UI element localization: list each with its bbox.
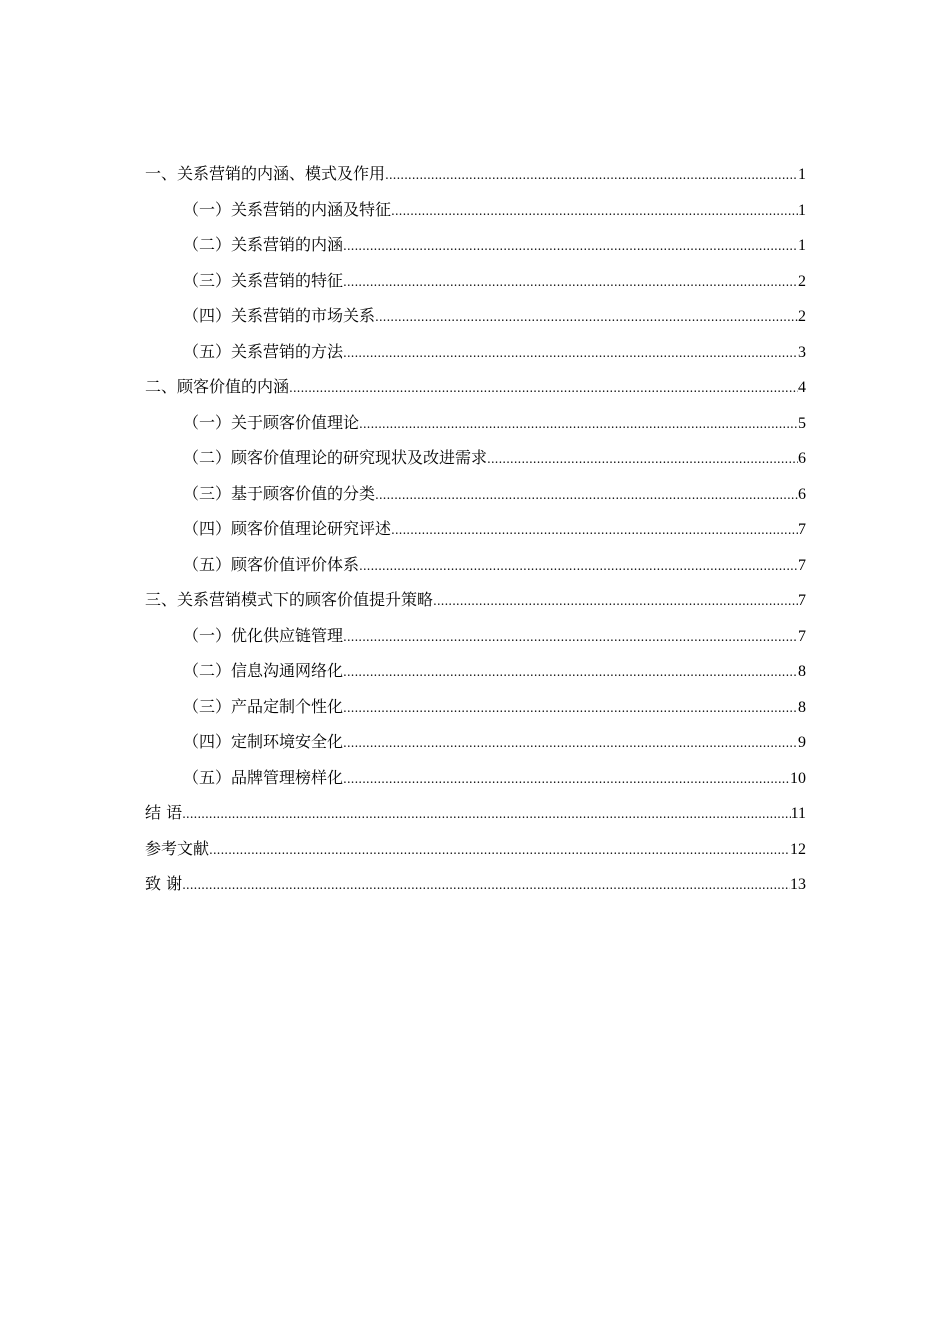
toc-page-number: 12	[790, 840, 806, 858]
toc-entry[interactable]	[145, 192, 806, 228]
toc-entry[interactable]	[145, 795, 806, 831]
toc-entry[interactable]	[145, 476, 806, 512]
toc-entry[interactable]	[145, 511, 806, 547]
toc-dot-leader	[375, 300, 798, 336]
toc-dot-leader	[343, 229, 798, 265]
toc-dot-leader	[343, 336, 798, 372]
toc-entry[interactable]	[145, 227, 806, 263]
toc-page-number: 8	[798, 663, 806, 680]
toc-entry-title: （二）关系营销的内涵	[183, 235, 344, 254]
toc-entry-title: （五）关系营销的方法	[183, 341, 344, 361]
toc-page-number: 1	[798, 201, 806, 219]
toc-entry-title: 三、关系营销模式下的顾客价值提升策略	[145, 590, 434, 609]
toc-entry[interactable]	[145, 653, 806, 689]
toc-page-number: 6	[798, 485, 806, 503]
toc-entry[interactable]	[145, 831, 806, 867]
toc-page-number: 9	[798, 734, 806, 751]
toc-page-number: 7	[798, 556, 806, 574]
table-of-contents	[145, 156, 806, 902]
toc-entry-title: （五）顾客价值评价体系	[183, 554, 360, 574]
toc-dot-leader	[343, 691, 798, 727]
toc-dot-leader	[487, 442, 798, 478]
toc-page-number: 7	[798, 521, 806, 538]
toc-entry-title: （一）关于顾客价值理论	[183, 412, 360, 432]
toc-entry[interactable]	[145, 689, 806, 725]
toc-dot-leader	[343, 620, 798, 656]
toc-page-number: 11	[790, 805, 806, 822]
toc-dot-leader	[433, 584, 798, 620]
toc-entry[interactable]	[145, 298, 806, 334]
toc-dot-leader	[391, 194, 798, 230]
toc-entry-title: 结 语	[145, 803, 183, 822]
toc-entry-title: 致 谢	[145, 874, 183, 893]
toc-dot-leader	[343, 726, 798, 762]
toc-entry-title: （一）关系营销的内涵及特征	[183, 199, 392, 219]
toc-dot-leader	[289, 371, 798, 407]
toc-entry-title: 参考文献	[145, 838, 210, 858]
toc-entry[interactable]	[145, 369, 806, 405]
toc-entry[interactable]	[145, 582, 806, 618]
toc-entry[interactable]	[145, 156, 806, 192]
toc-entry[interactable]	[145, 760, 806, 796]
toc-entry[interactable]	[145, 618, 806, 654]
toc-page-number: 6	[798, 450, 806, 467]
toc-entry-title: （二）顾客价值理论的研究现状及改进需求	[183, 448, 488, 467]
toc-entry-title: 一、关系营销的内涵、模式及作用	[145, 164, 386, 183]
toc-entry-title: （二）信息沟通网络化	[183, 661, 344, 680]
toc-page-number: 8	[798, 698, 806, 716]
toc-page-number: 1	[798, 237, 806, 254]
toc-entry-title: 二、顾客价值的内涵	[145, 377, 290, 396]
toc-page-number: 10	[790, 769, 806, 787]
toc-dot-leader	[343, 655, 798, 691]
toc-entry[interactable]	[145, 405, 806, 441]
toc-dot-leader	[359, 407, 798, 443]
toc-entry-title: （三）产品定制个性化	[183, 696, 344, 716]
toc-dot-leader	[209, 833, 790, 869]
toc-entry-title: （一）优化供应链管理	[183, 625, 344, 645]
toc-page-number: 2	[798, 272, 806, 290]
toc-page-number: 3	[798, 343, 806, 361]
toc-entry-title: （四）顾客价值理论研究评述	[183, 519, 392, 538]
toc-page-number: 13	[790, 876, 806, 893]
toc-entry[interactable]	[145, 440, 806, 476]
toc-page-number: 7	[798, 592, 806, 609]
toc-entry-title: （五）品牌管理榜样化	[183, 767, 344, 787]
toc-entry-title: （四）关系营销的市场关系	[183, 306, 376, 325]
toc-entry[interactable]	[145, 263, 806, 299]
toc-entry-title: （三）关系营销的特征	[183, 270, 344, 290]
toc-dot-leader	[359, 549, 798, 585]
toc-entry[interactable]	[145, 724, 806, 760]
toc-dot-leader	[343, 265, 798, 301]
toc-dot-leader	[385, 158, 798, 194]
toc-page-number: 7	[798, 627, 806, 645]
toc-entry-title: （四）定制环境安全化	[183, 732, 344, 751]
toc-dot-leader	[343, 762, 790, 798]
toc-dot-leader	[375, 478, 798, 514]
toc-dot-leader	[182, 797, 791, 833]
toc-entry[interactable]	[145, 334, 806, 370]
toc-entry[interactable]	[145, 547, 806, 583]
toc-page-number: 1	[798, 166, 806, 183]
toc-dot-leader	[182, 868, 790, 904]
toc-entry[interactable]	[145, 866, 806, 902]
toc-page-number: 4	[798, 379, 806, 396]
toc-page-number: 2	[798, 308, 806, 325]
toc-dot-leader	[391, 513, 798, 549]
toc-entry-title: （三）基于顾客价值的分类	[183, 483, 376, 503]
toc-page-number: 5	[798, 414, 806, 432]
